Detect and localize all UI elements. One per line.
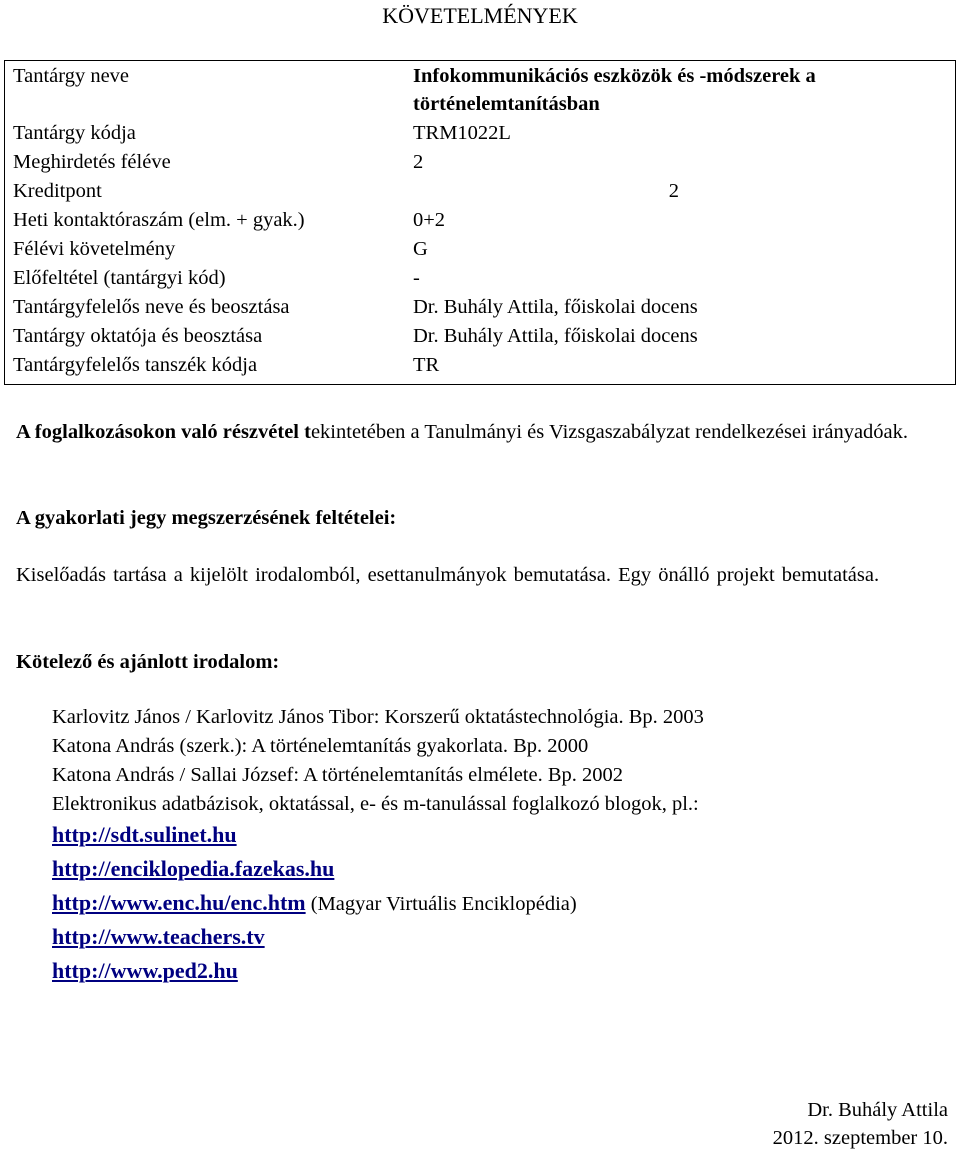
link-teachers-tv[interactable]: http://www.teachers.tv [52, 924, 265, 949]
link-enc-hu[interactable]: http://www.enc.hu/enc.htm [52, 890, 306, 915]
list-item [52, 954, 952, 988]
row-label: Tantárgy oktatója és beosztása [13, 325, 263, 347]
table-row [5, 351, 956, 385]
table-row [5, 119, 956, 148]
row-value: 2 [668, 180, 679, 202]
literature-list [52, 703, 952, 819]
list-item [52, 818, 952, 852]
course-name-value: Infokommunikációs eszközök és -módszerek a történelemtanításban [413, 65, 816, 115]
table-row [5, 206, 956, 235]
table-row [5, 322, 956, 351]
table-row [5, 61, 956, 120]
signature-date: 2012. szeptember 10. [772, 1127, 948, 1149]
literature-heading [16, 650, 948, 676]
row-value: Dr. Buhály Attila, főiskolai docens [413, 325, 698, 347]
row-value: Dr. Buhály Attila, főiskolai docens [413, 296, 698, 318]
row-value: 2 [413, 151, 424, 173]
table-row [5, 177, 956, 206]
list-item [52, 886, 952, 920]
table-row [5, 264, 956, 293]
practical-heading-text: A gyakorlati jegy megszerzésének feltételei: [16, 507, 397, 529]
course-info-table [4, 60, 956, 385]
literature-heading-text: Kötelező és ajánlott irodalom: [16, 651, 280, 673]
list-item [52, 920, 952, 954]
list-item: Katona András (szerk.): A történelemtanítás gyakorlata. Bp. 2000 [52, 735, 589, 757]
signature-name: Dr. Buhály Attila [807, 1099, 948, 1121]
row-label: Tantárgy neve [13, 65, 130, 87]
table-row [5, 293, 956, 322]
attendance-paragraph [16, 420, 948, 446]
row-value: 0+2 [413, 209, 446, 231]
list-item: Karlovitz János / Karlovitz János Tibor: Korszerű oktatástechnológia. Bp. 2003 [52, 706, 704, 728]
row-label: Kreditpont [13, 180, 102, 202]
list-item: Elektronikus adatbázisok, oktatással, e- és m-tanulással foglalkozó blogok, pl.: [52, 793, 699, 815]
table-row [5, 235, 956, 264]
row-label: Előfeltétel (tantárgyi kód) [13, 267, 226, 289]
link-note: (Magyar Virtuális Enciklopédia) [310, 893, 577, 915]
table-row [5, 148, 956, 177]
practical-text: Kiselőadás tartása a kijelölt irodalomból, esettanulmányok bemutatása. Egy önálló projekt bemutatása. [16, 564, 880, 586]
link-ped2[interactable]: http://www.ped2.hu [52, 958, 238, 983]
row-label: Tantárgyfelelős tanszék kódja [13, 354, 258, 376]
row-value: TR [413, 354, 440, 376]
row-value: - [413, 267, 420, 289]
row-label: Heti kontaktóraszám (elm. + gyak.) [13, 209, 305, 231]
attendance-bold: A foglalkozásokon való részvétel t [16, 421, 311, 443]
list-item: Katona András / Sallai József: A történelemtanítás elmélete. Bp. 2002 [52, 764, 624, 786]
attendance-rest: ekintetében a Tanulmányi és Vizsgaszabályzat rendelkezései irányadóak. [310, 421, 909, 443]
row-value: TRM1022L [413, 122, 511, 144]
row-label: Tantárgy kódja [13, 122, 136, 144]
row-label: Meghirdetés féléve [13, 151, 171, 173]
link-sdt-sulinet[interactable]: http://sdt.sulinet.hu [52, 822, 237, 847]
list-item [52, 852, 952, 886]
page-title: KÖVETELMÉNYEK [382, 3, 578, 28]
link-list [52, 818, 952, 988]
row-label: Félévi követelmény [13, 238, 176, 260]
practical-heading [16, 506, 948, 532]
row-value: G [413, 238, 428, 260]
link-enciklopedia-fazekas[interactable]: http://enciklopedia.fazekas.hu [52, 856, 335, 881]
row-label: Tantárgyfelelős neve és beosztása [13, 296, 290, 318]
